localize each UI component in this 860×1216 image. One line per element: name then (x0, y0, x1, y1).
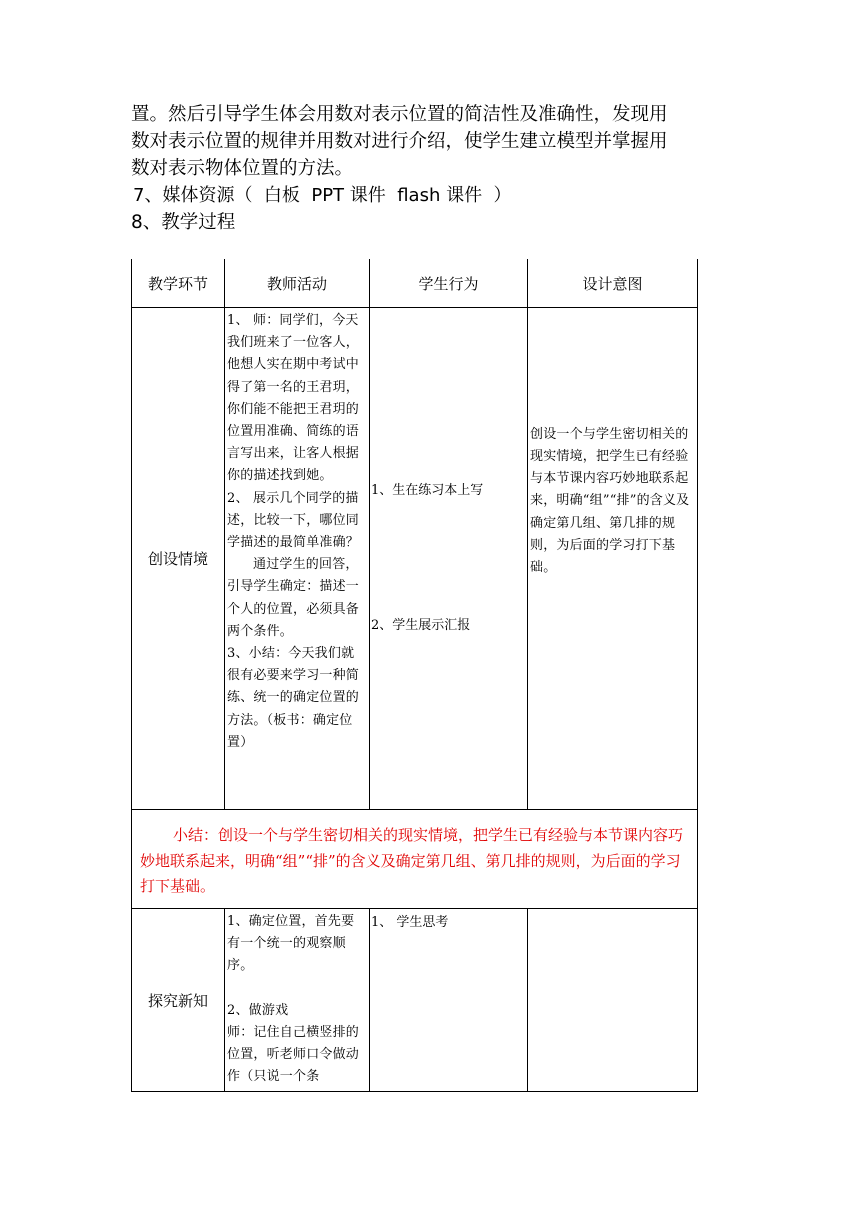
teacher-step: 通过学生的回答，引导学生确定：描述一个人的位置，必须具备两个条件。 (227, 557, 360, 639)
student-step: 2、学生展示汇报 (371, 618, 471, 633)
teacher-cell (225, 909, 370, 1092)
student-cell (370, 909, 528, 1092)
table-row (132, 308, 698, 810)
teacher-step: 3、小结：今天我们就很有必要来学习一种简练、统一的确定位置的方法。（板书：确定位置） (227, 646, 360, 750)
teacher-step: 2、做游戏 (227, 1002, 289, 1018)
summary-text: 小结：创设一个与学生密切相关的现实情境，把学生已有经验与本节课内容巧妙地联系起来，明确“组”“排”的含义及确定第几组、第几排的规则，为后面的学习打下基础。 (140, 826, 684, 895)
intro-line: 数对表示位置的规律并用数对进行介绍，使学生建立模型并掌握用 (131, 131, 668, 152)
stage-cell: 创设情境 (132, 308, 225, 810)
student-step: 1、 学生思考 (371, 915, 449, 930)
teacher-step: 师：记住自己横竖排的位置，听老师口令做动作（只说一个条 (227, 1024, 360, 1085)
intro-paragraph (131, 101, 731, 182)
lesson-plan-table (131, 259, 698, 1092)
summary-row (132, 810, 698, 909)
header-stage: 教学环节 (132, 259, 225, 308)
table-header-row (132, 259, 698, 308)
intro-line: 数对表示物体位置的方法。 (131, 158, 354, 179)
intro-line: 置。然后引导学生体会用数对表示位置的简洁性及准确性，发现用 (131, 104, 668, 125)
intent-text (528, 909, 697, 911)
intent-cell (528, 909, 698, 1092)
media-resources: 7、媒体资源（ 白板 PPT 课件 flash 课件 ） (133, 185, 512, 206)
header-teacher: 教师活动 (225, 259, 370, 308)
teacher-step: 2、 展示几个同学的描述，比较一下，哪位同学描述的最简单准确？ (227, 490, 360, 551)
teacher-cell (225, 308, 370, 810)
header-student: 学生行为 (370, 259, 528, 308)
intent-cell (528, 308, 698, 810)
teacher-step: 1、确定位置，首先要有一个统一的观察顺序。 (227, 914, 355, 974)
teacher-step: 1、 师：同学们，今天我们班来了一位客人，他想人实在期中考试中得了第一名的王君玥，你们能不能把王君玥的位置用准确、简练的语言写出来，让客人根据你的描述找到她。 (227, 313, 360, 484)
student-cell (370, 308, 528, 810)
stage-cell: 探究新知 (132, 909, 225, 1092)
table-row (132, 909, 698, 1092)
summary-cell (132, 810, 698, 909)
intent-text: 创设一个与学生密切相关的现实情境，把学生已有经验与本节课内容巧妙地联系起来，明确“组”“排”的含义及确定第几组、第几排的规则，为后面的学习打下基础。 (530, 426, 690, 575)
header-intent: 设计意图 (528, 259, 698, 308)
section-heading-process: 8、教学过程 (131, 212, 236, 233)
student-step: 1、生在练习本上写 (371, 483, 484, 498)
